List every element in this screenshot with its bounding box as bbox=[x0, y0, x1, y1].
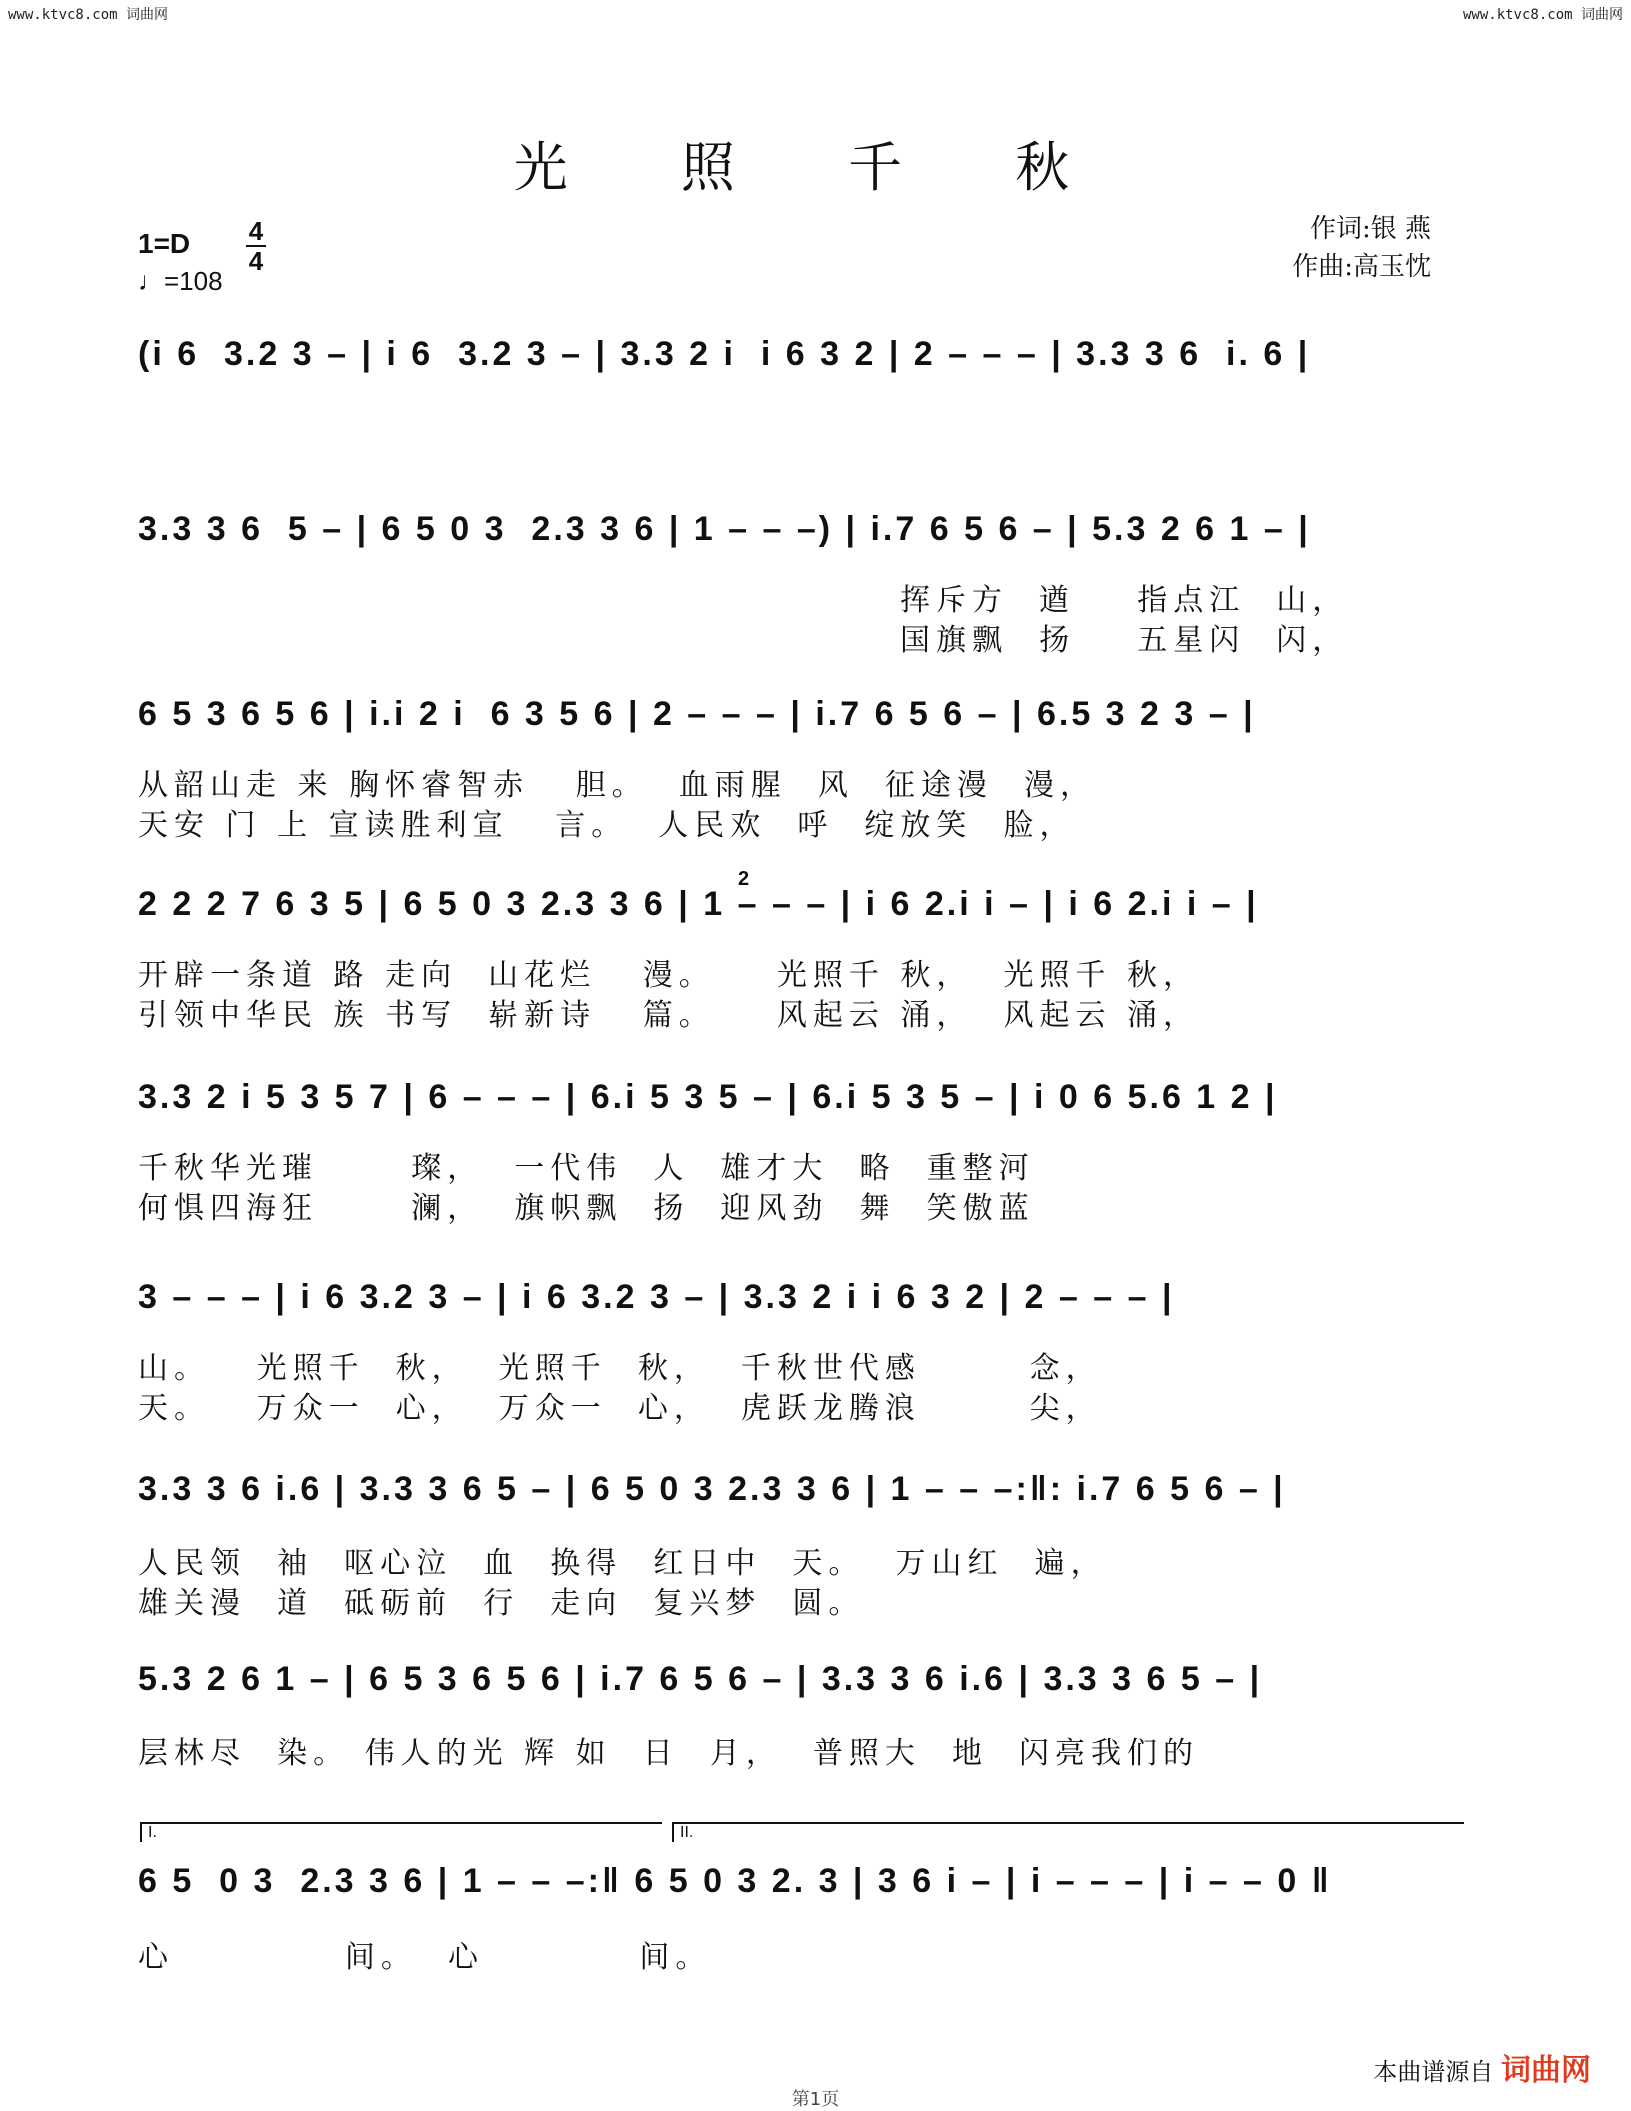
lyric-line-7-verse-1: 人民领 袖 呕心泣 血 换得 红日中 天。 万山红 遍， bbox=[138, 1546, 1107, 1581]
source-footer bbox=[1373, 2045, 1591, 2089]
staff-line-4: 2 2 2 7 6 3 5 | 6 5 0 3 2.3 3 6 | 1 – – – | i 6 2.i i – | i 6 2.i i – | bbox=[138, 885, 1259, 923]
staff-line-2: 3.3 3 6 5 – | 6 5 0 3 2.3 3 6 | 1 – – –) | i.7 6 5 6 – | 5.3 2 6 1 – | bbox=[138, 510, 1311, 548]
key-signature: 1=D bbox=[138, 228, 191, 259]
lyric-line-9-verse-1: 心 间。 心 间。 bbox=[138, 1940, 712, 1975]
staff-line-8: 5.3 2 6 1 – | 6 5 3 6 5 6 | i.7 6 5 6 – | 3.3 3 6 i.6 | 3.3 3 6 5 – | bbox=[138, 1660, 1263, 1698]
staff-line-3: 6 5 3 6 5 6 | i.i 2 i 6 3 5 6 | 2 – – – | i.7 6 5 6 – | 6.5 3 2 3 – | bbox=[138, 695, 1256, 733]
coda-mark: 2 bbox=[738, 868, 750, 890]
lyric-line-4-verse-2: 引领中华民 族 书写 崭新诗 篇。 风起云 涌， 风起云 涌， bbox=[138, 998, 1200, 1033]
first-ending-bracket bbox=[140, 1822, 662, 1842]
lyric-line-7-verse-2: 雄关漫 道 砥砺前 行 走向 复兴梦 圆。 bbox=[138, 1586, 865, 1621]
watermark-right: www.ktvc8.com 词曲网 bbox=[1462, 7, 1623, 23]
song-title: 光 照 千 秋 bbox=[513, 136, 1118, 199]
lyric-line-5-verse-2: 何惧四海狂 澜， 旗帜飘 扬 迎风劲 舞 笑傲蓝 bbox=[138, 1191, 1035, 1226]
composer-credit: 作曲:高玉忱 bbox=[1292, 252, 1431, 282]
page-number: 第1页 bbox=[791, 2089, 840, 2110]
lyric-line-4-verse-1: 开辟一条道 路 走向 山花烂 漫。 光照千 秋， 光照千 秋， bbox=[138, 958, 1200, 993]
first-ending-label: I. bbox=[148, 1824, 157, 1841]
lyricist-credit: 作词:银 燕 bbox=[1309, 214, 1431, 244]
site-brand: 词曲网 bbox=[1501, 2053, 1591, 2088]
source-label: 本曲谱源自 bbox=[1373, 2058, 1494, 2086]
second-ending-label: II. bbox=[680, 1824, 694, 1841]
staff-line-6: 3 – – – | i 6 3.2 3 – | i 6 3.2 3 – | 3.3 2 i i 6 3 2 | 2 – – – | bbox=[138, 1278, 1175, 1316]
staff-line-7: 3.3 3 6 i.6 | 3.3 3 6 5 – | 6 5 0 3 2.3 3 6 | 1 – – –:‖: i.7 6 5 6 – | bbox=[138, 1470, 1286, 1508]
lyric-line-6-verse-2: 天。 万众一 心， 万众一 心， 虎跃龙腾浪 尖， bbox=[138, 1391, 1102, 1426]
lyric-line-6-verse-1: 山。 光照千 秋， 光照千 秋， 千秋世代感 念， bbox=[138, 1351, 1102, 1386]
staff-line-1: (i 6 3.2 3 – | i 6 3.2 3 – | 3.3 2 i i 6 3 2 | 2 – – – | 3.3 3 6 i. 6 | bbox=[138, 335, 1311, 373]
staff-line-5: 3.3 2 i 5 3 5 7 | 6 – – – | 6.i 5 3 5 – | 6.i 5 3 5 – | i 0 6 5.6 1 2 | bbox=[138, 1078, 1278, 1116]
staff-line-9: 6 5 0 3 2.3 3 6 | 1 – – –:‖ 6 5 0 3 2. 3 | 3 6 i – | i – – – | i – – 0 ‖ bbox=[138, 1862, 1332, 1900]
time-signature bbox=[246, 218, 266, 274]
second-ending-bracket bbox=[672, 1822, 1464, 1842]
lyric-line-3-verse-1: 从韶山走 来 胸怀睿智赤 胆。 血雨腥 风 征途漫 漫， bbox=[138, 768, 1096, 803]
lyric-line-8-verse-1: 层林尽 染。 伟人的光 辉 如 日 月， 普照大 地 闪亮我们的 bbox=[138, 1736, 1200, 1771]
lyric-line-2-verse-1: 挥斥方 遒 指点江 山， bbox=[900, 583, 1349, 618]
meter-top: 4 bbox=[248, 216, 264, 246]
lyric-line-3-verse-2: 天安 门 上 宣读胜利宣 言。 人民欢 呼 绽放笑 脸， bbox=[138, 808, 1076, 843]
watermark-left: www.ktvc8.com 词曲网 bbox=[8, 7, 169, 23]
meter-bottom: 4 bbox=[248, 246, 264, 276]
lyric-line-2-verse-2: 国旗飘 扬 五星闪 闪， bbox=[900, 623, 1349, 658]
lyric-line-5-verse-1: 千秋华光璀 璨， 一代伟 人 雄才大 略 重整河 bbox=[138, 1151, 1035, 1186]
tempo-marking: ♩=108 bbox=[138, 266, 223, 296]
